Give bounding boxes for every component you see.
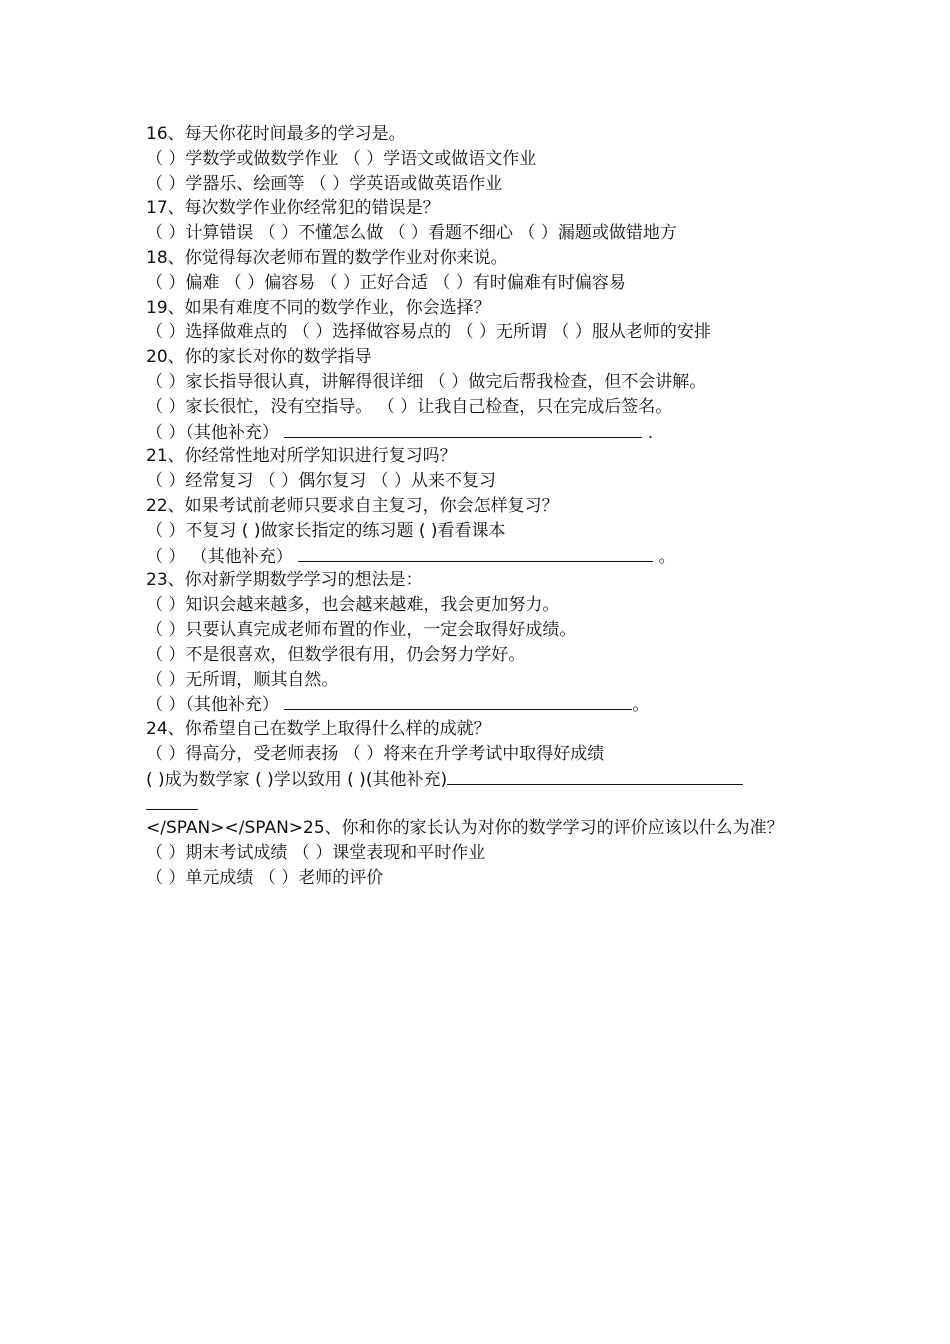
question-24: 24、你希望自己在数学上取得什么样的成就？ (146, 719, 491, 740)
q24-options-1 (146, 742, 826, 767)
q21-options: （ ）经常复习 （ ）偶尔复习 （ ）从来不复习 (146, 471, 497, 492)
q19-options: （ ）选择做难点的 （ ）选择做容易点的 （ ）无所谓 （ ）服从老师的安排 (146, 322, 711, 343)
q20-end-mark: . (642, 422, 654, 443)
q24-options-1-text: （ ）得高分，受老师表扬 （ ）将来在升学考试中取得好成绩 (146, 743, 605, 764)
q22-other-line (146, 544, 826, 569)
q17-options: （ ）计算错误 （ ）不懂怎么做 （ ）看题不细心 （ ）漏题或做错地方 (146, 223, 677, 244)
q25-options-2: （ ）单元成绩 （ ）老师的评价 (146, 867, 384, 888)
q25-options-1: （ ）期末考试成绩 （ ）课堂表现和平时作业 (146, 843, 486, 864)
q23-other-line (146, 692, 826, 717)
q22-fill-blank (298, 544, 653, 562)
question-19: 19、如果有难度不同的数学作业，你会选择？ (146, 297, 491, 318)
document-body (146, 122, 826, 891)
q24-options-2 (146, 767, 826, 792)
q22-other-label: （ ） （其他补充） (146, 546, 293, 567)
question-20: 20、你的家长对你的数学指导 (146, 347, 372, 368)
q23-end-mark: 。 (632, 695, 650, 716)
q24-options-2-text: ( )成为数学家 ( )学以致用 ( )(其他补充) (146, 769, 448, 790)
q24-fill-blank (447, 767, 743, 785)
q22-options: （ ）不复习 ( )做家长指定的练习题 ( )看看课本 (146, 520, 506, 541)
q24-blank-continuation (146, 792, 826, 817)
question-25: </SPAN></SPAN>25、你和你的家长认为对你的数学学习的评价应该以什么为准？ (146, 818, 784, 839)
q20-other-label: （ ）（其他补充） (146, 422, 279, 443)
question-18: 18、你觉得每次老师布置的数学作业对你来说。 (146, 247, 508, 268)
q16-options-2: （ ）学器乐、绘画等 （ ）学英语或做英语作业 (146, 173, 503, 194)
q20-other-line (146, 420, 826, 445)
q23-option-2: （ ）只要认真完成老师布置的作业，一定会取得好成绩。 (146, 619, 577, 640)
q23-option-1: （ ）知识会越来越多，也会越来越难，我会更加努力。 (146, 595, 560, 616)
q20-fill-blank (284, 420, 642, 438)
question-23: 23、你对新学期数学学习的想法是： (146, 570, 423, 591)
q20-options-1: （ ）家长指导很认真，讲解得很详细 （ ）做完后帮我检查，但不会讲解。 (146, 371, 707, 392)
question-17: 17、每次数学作业你经常犯的错误是？ (146, 198, 440, 219)
q16-options-1: （ ）学数学或做数学作业 （ ）学语文或做语文作业 (146, 148, 537, 169)
question-22: 22、如果考试前老师只要求自主复习，你会怎样复习？ (146, 495, 559, 516)
q23-other-label: （ ）（其他补充） (146, 695, 279, 716)
q18-options: （ ）偏难 （ ）偏容易 （ ）正好合适 （ ）有时偏难有时偏容易 (146, 272, 626, 293)
q24-fill-blank-tail (146, 792, 198, 810)
q23-option-4: （ ）无所谓，顺其自然。 (146, 669, 339, 690)
q20-options-2: （ ）家长很忙，没有空指导。 （ ）让我自己检查，只在完成后签名。 (146, 396, 673, 417)
q22-end-mark: 。 (653, 546, 676, 567)
q23-fill-blank (284, 692, 632, 710)
question-16: 16、每天你花时间最多的学习是。 (146, 124, 406, 144)
question-21: 21、你经常性地对所学知识进行复习吗？ (146, 446, 457, 467)
q23-option-3: （ ）不是很喜欢，但数学很有用，仍会努力学好。 (146, 644, 526, 665)
